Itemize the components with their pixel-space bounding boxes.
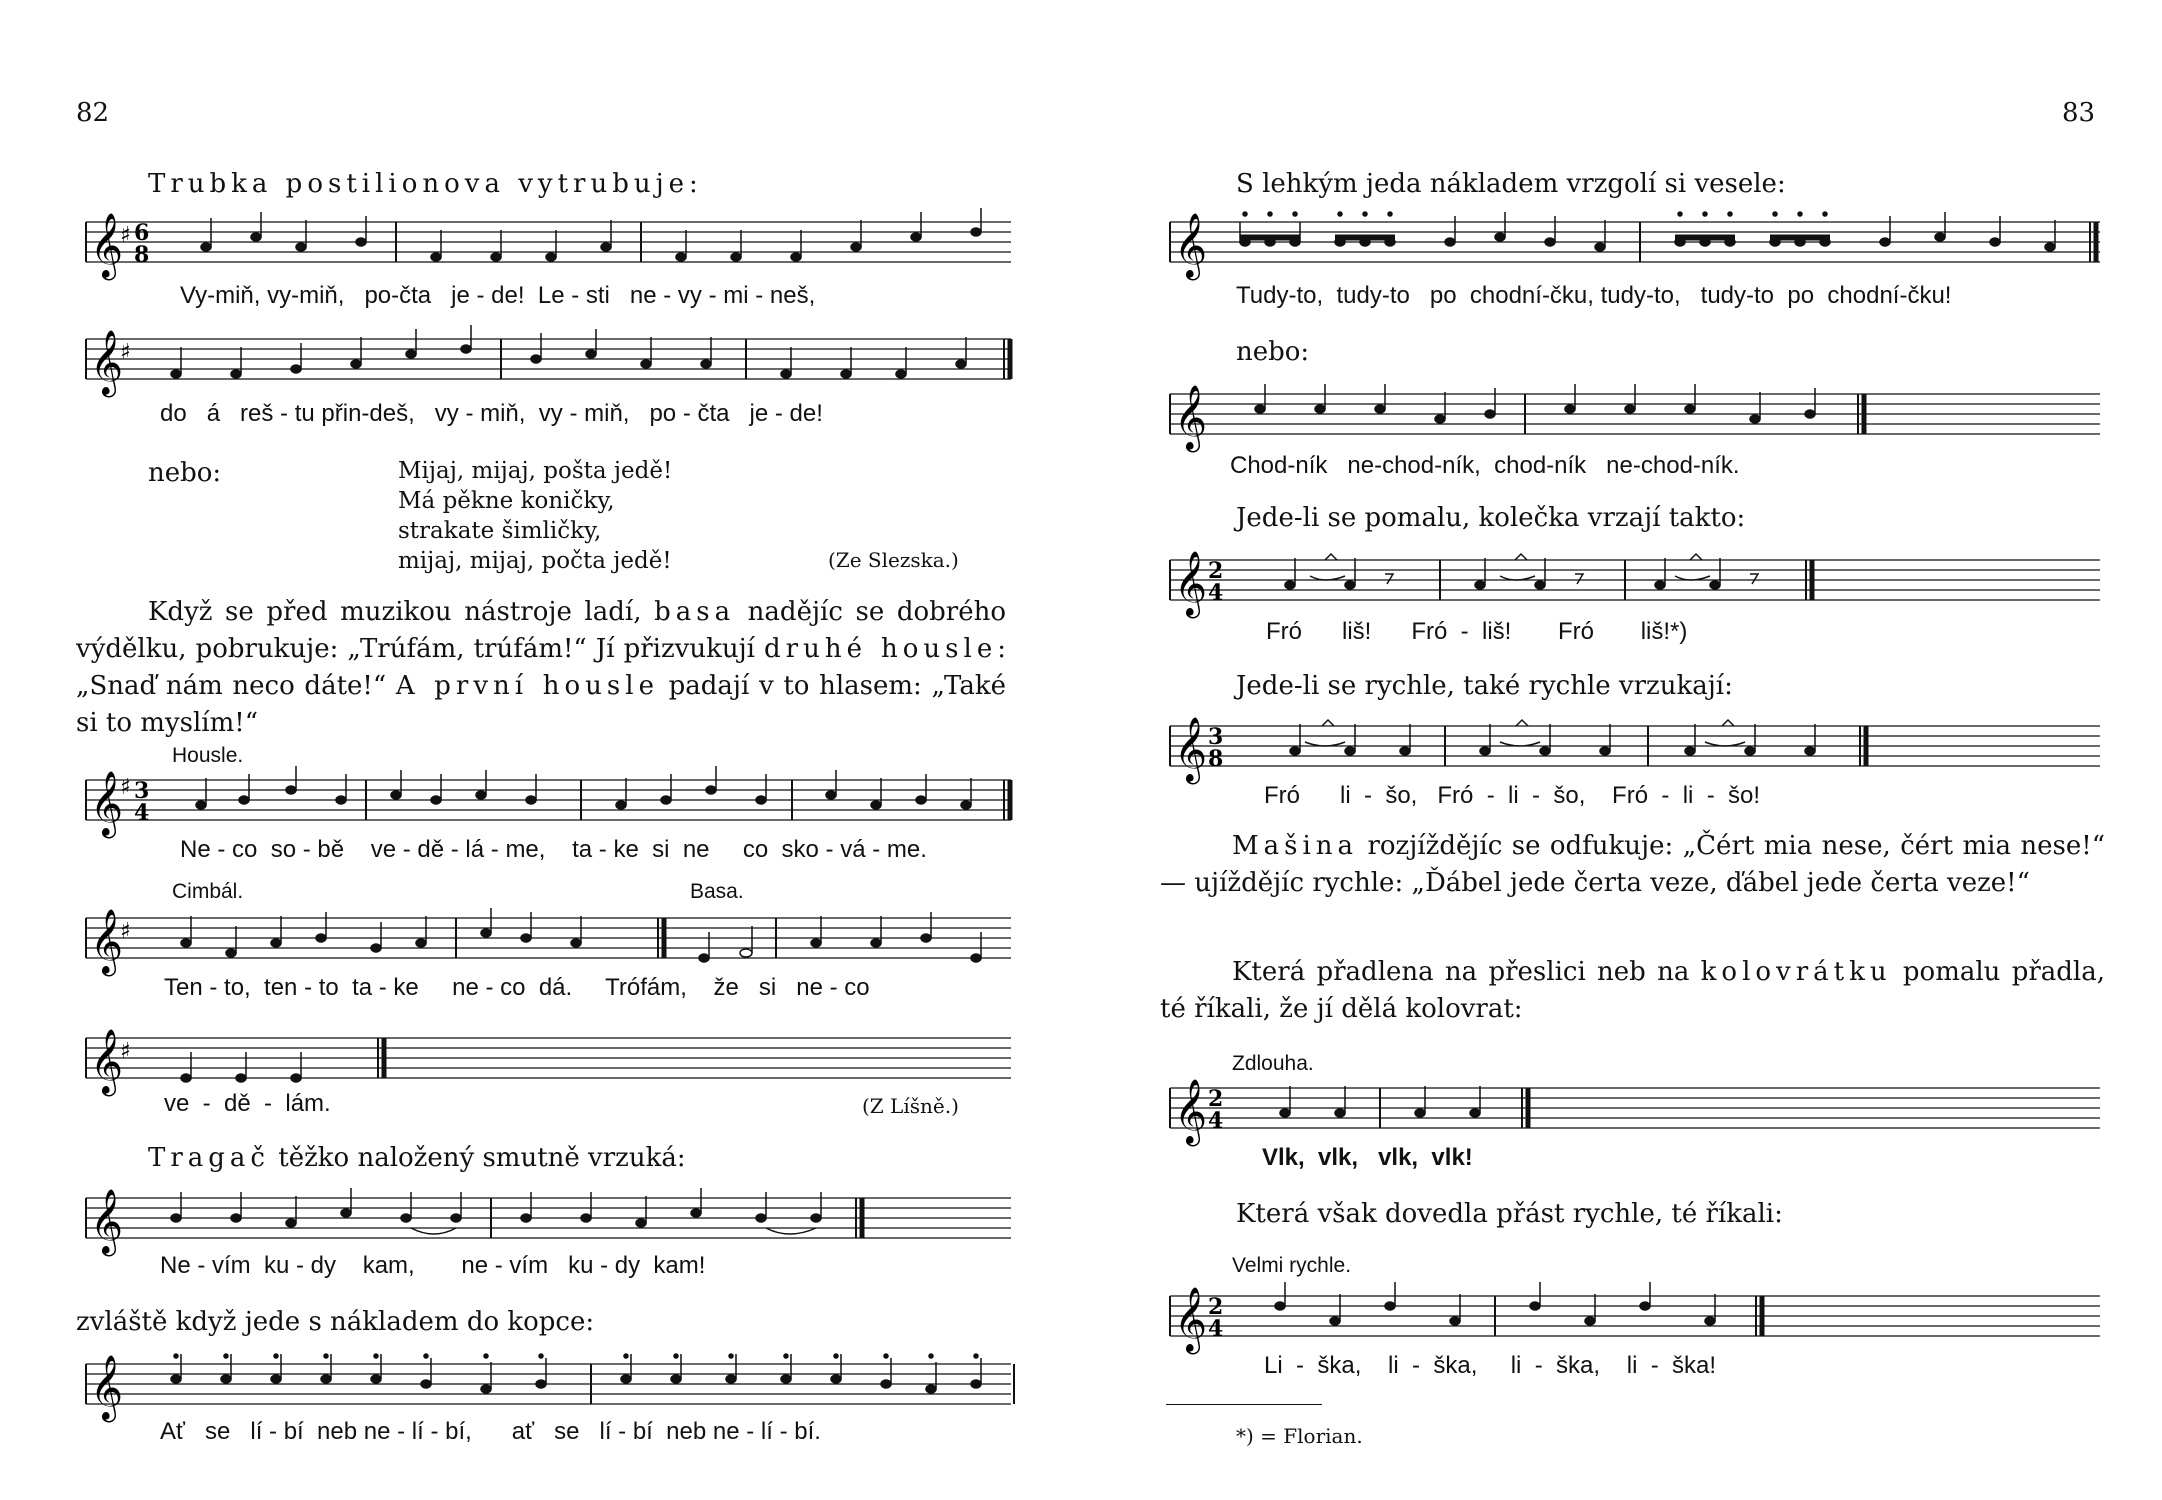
text-run: Když se před muzikou nástroje ladí,	[148, 597, 655, 627]
lyrics-r1: Tudy-to, tudy-to po chodní-čku, tudy-to, tudy-to po chodní-čku!	[1236, 282, 1952, 309]
text-run-spaced: basa	[654, 597, 736, 627]
intro-rychle: Jede-li se rychle, také rychle vrzukají:	[1236, 671, 1733, 701]
text-run-spaced: druhé housle	[764, 634, 998, 664]
svg-text:𝄞: 𝄞	[1174, 717, 1208, 782]
lyrics-r4: Fró li - šo, Fró - li - šo, Fró - li - šo!	[1264, 782, 1761, 809]
svg-text:𝄞: 𝄞	[90, 1355, 124, 1420]
page-number-left: 82	[76, 98, 110, 128]
label-housle: Housle.	[172, 744, 244, 767]
poem-line: Má pěkne koničky,	[398, 488, 615, 514]
svg-text:4: 4	[134, 800, 150, 826]
svg-text:𝄞: 𝄞	[1174, 1079, 1208, 1144]
nebo-label-2: nebo:	[1236, 337, 1310, 367]
svg-text:𝄞: 𝄞	[1174, 1287, 1208, 1352]
svg-text:8: 8	[134, 242, 150, 268]
svg-text:3: 3	[1208, 724, 1224, 750]
intro-prast: Která však dovedla přást rychle, té říkali:	[1236, 1199, 1783, 1229]
text-run-spaced: Tragač	[148, 1143, 270, 1173]
svg-text:𝄞: 𝄞	[90, 330, 124, 395]
svg-text:4: 4	[1208, 1316, 1224, 1342]
source-note-2: (Z Líšně.)	[862, 1094, 959, 1118]
text-run-spaced: Mašina	[1232, 831, 1359, 861]
svg-text:2: 2	[1208, 1086, 1224, 1112]
text-run: pomalu přadla, té říkali, že jí dělá kolovrat:	[1160, 957, 2105, 1024]
svg-text:2: 2	[1208, 558, 1224, 584]
label-basa: Basa.	[690, 880, 744, 903]
label-velmi-rychle: Velmi rychle.	[1232, 1254, 1352, 1277]
svg-text:4: 4	[1208, 1108, 1224, 1134]
svg-text:4: 4	[1208, 580, 1224, 606]
text-run: padají v to hlasem: „Také si to myslím!“	[76, 671, 1006, 738]
svg-text:𝄞: 𝄞	[1174, 385, 1208, 450]
svg-text:𝄞: 𝄞	[90, 1189, 124, 1254]
label-zdlouha: Zdlouha.	[1232, 1052, 1314, 1075]
page-number-right: 83	[2062, 98, 2096, 128]
music-staff-2	[76, 325, 1016, 405]
intro-lehkym: S lehkým jeda nákladem vrzgolí si vesele:	[1236, 169, 1786, 199]
poem-line: Mijaj, mijaj, pošta jedě!	[398, 458, 673, 484]
footnote-rule	[1166, 1404, 1322, 1405]
lyrics-r3: Fró liš! Fró - liš! Fró liš!*)	[1266, 618, 1688, 645]
svg-text:𝄞: 𝄞	[1174, 551, 1208, 616]
poem-line: mijaj, mijaj, počta jedě!	[398, 548, 672, 574]
text-run: těžko naložený smutně vrzuká:	[269, 1143, 686, 1173]
music-staff-r2	[1160, 380, 2105, 460]
intro-pomalu: Jede-li se pomalu, kolečka vrzají takto:	[1236, 503, 1746, 533]
lyrics-5: ve - dě - lám.	[164, 1090, 331, 1117]
svg-text:𝄞: 𝄞	[90, 909, 124, 974]
svg-text:♯: ♯	[120, 774, 131, 800]
music-staff-1	[76, 208, 1016, 288]
music-staff-r1	[1160, 208, 2105, 288]
music-staff-3	[76, 766, 1016, 846]
lyrics-4: Ten - to, ten - to ta - ke ne - co dá. Trófám, že si ne - co	[164, 974, 870, 1001]
svg-text:♯: ♯	[120, 339, 131, 365]
svg-text:8: 8	[1208, 746, 1224, 772]
lyrics-r6: Li - ška, li - ška, li - ška, li - ška!	[1264, 1352, 1717, 1379]
lyrics-r2: Chod-ník ne-chod-ník, chod-ník ne-chod-ník.	[1230, 452, 1740, 479]
svg-text:𝄞: 𝄞	[1174, 213, 1208, 278]
source-note-1: (Ze Slezska.)	[828, 548, 959, 572]
intro-trubka: Trubka postilionova vytrubuje:	[148, 169, 703, 199]
lyrics-7: Ať se lí - bí neb ne - lí - bí, ať se lí - bí neb ne - lí - bí.	[160, 1418, 821, 1445]
music-staff-r3	[1160, 546, 2105, 626]
text-run: rozjíždějíc se odfukuje: „Čért mia nese, čért mia nese!“ — ujíždějíc rychle: „Ďábel jede čerta veze, ďábel jede čerta veze!“	[1160, 831, 2105, 898]
lyrics-2: do á reš - tu přin-deš, vy - miň, vy - miň, po - čta je - de!	[160, 400, 823, 427]
lyrics-r5: Vlk, vlk, vlk, vlk!	[1262, 1144, 1473, 1171]
footnote: *) = Florian.	[1236, 1424, 1363, 1448]
text-run: Která přadlena na přeslici neb na	[1232, 957, 1701, 987]
text-run-spaced: kolovrátku	[1700, 957, 1892, 987]
svg-text:3: 3	[134, 778, 150, 804]
svg-text:𝄞: 𝄞	[90, 771, 124, 836]
music-staff-r4	[1160, 712, 2105, 792]
paragraph-pradlena	[1160, 954, 2105, 1028]
nebo-label-1: nebo:	[148, 458, 222, 488]
svg-text:♯: ♯	[120, 222, 131, 248]
svg-text:♯: ♯	[120, 1038, 131, 1064]
lyrics-6: Ne - vím ku - dy kam, ne - vím ku - dy kam!	[160, 1252, 706, 1279]
svg-text:2: 2	[1208, 1294, 1224, 1320]
text-run: nadějíc se dobrého výdělku, pobrukuje: „Trúfám, trúfám!“ Jí přizvukují	[76, 597, 1006, 664]
svg-text:♯: ♯	[120, 918, 131, 944]
poem	[398, 456, 672, 576]
lyrics-1: Vy-miň, vy-miň, po-čta je - de! Le - sti ne - vy - mi - neš,	[180, 282, 816, 309]
text-run-spaced: A první housle	[395, 671, 659, 701]
paragraph-muzika	[76, 594, 1006, 742]
label-cimbal: Cimbál.	[172, 880, 244, 903]
svg-text:6: 6	[134, 220, 150, 246]
music-staff-4	[76, 904, 1016, 984]
intro-tragac	[148, 1140, 686, 1176]
svg-text:𝄞: 𝄞	[90, 1029, 124, 1094]
music-staff-r6	[1160, 1282, 2105, 1362]
svg-text:𝄞: 𝄞	[90, 213, 124, 278]
lyrics-3: Ne - co so - bě ve - dě - lá - me, ta - ke si ne co sko - vá - me.	[180, 836, 927, 863]
paragraph-masina	[1160, 828, 2105, 902]
text-run: : „Snaď nám neco dáte!“	[76, 634, 1006, 701]
intro-kopec: zvláště když jede s nákladem do kopce:	[76, 1307, 595, 1337]
poem-line: strakate šimličky,	[398, 518, 602, 544]
music-staff-r5	[1160, 1074, 2105, 1154]
